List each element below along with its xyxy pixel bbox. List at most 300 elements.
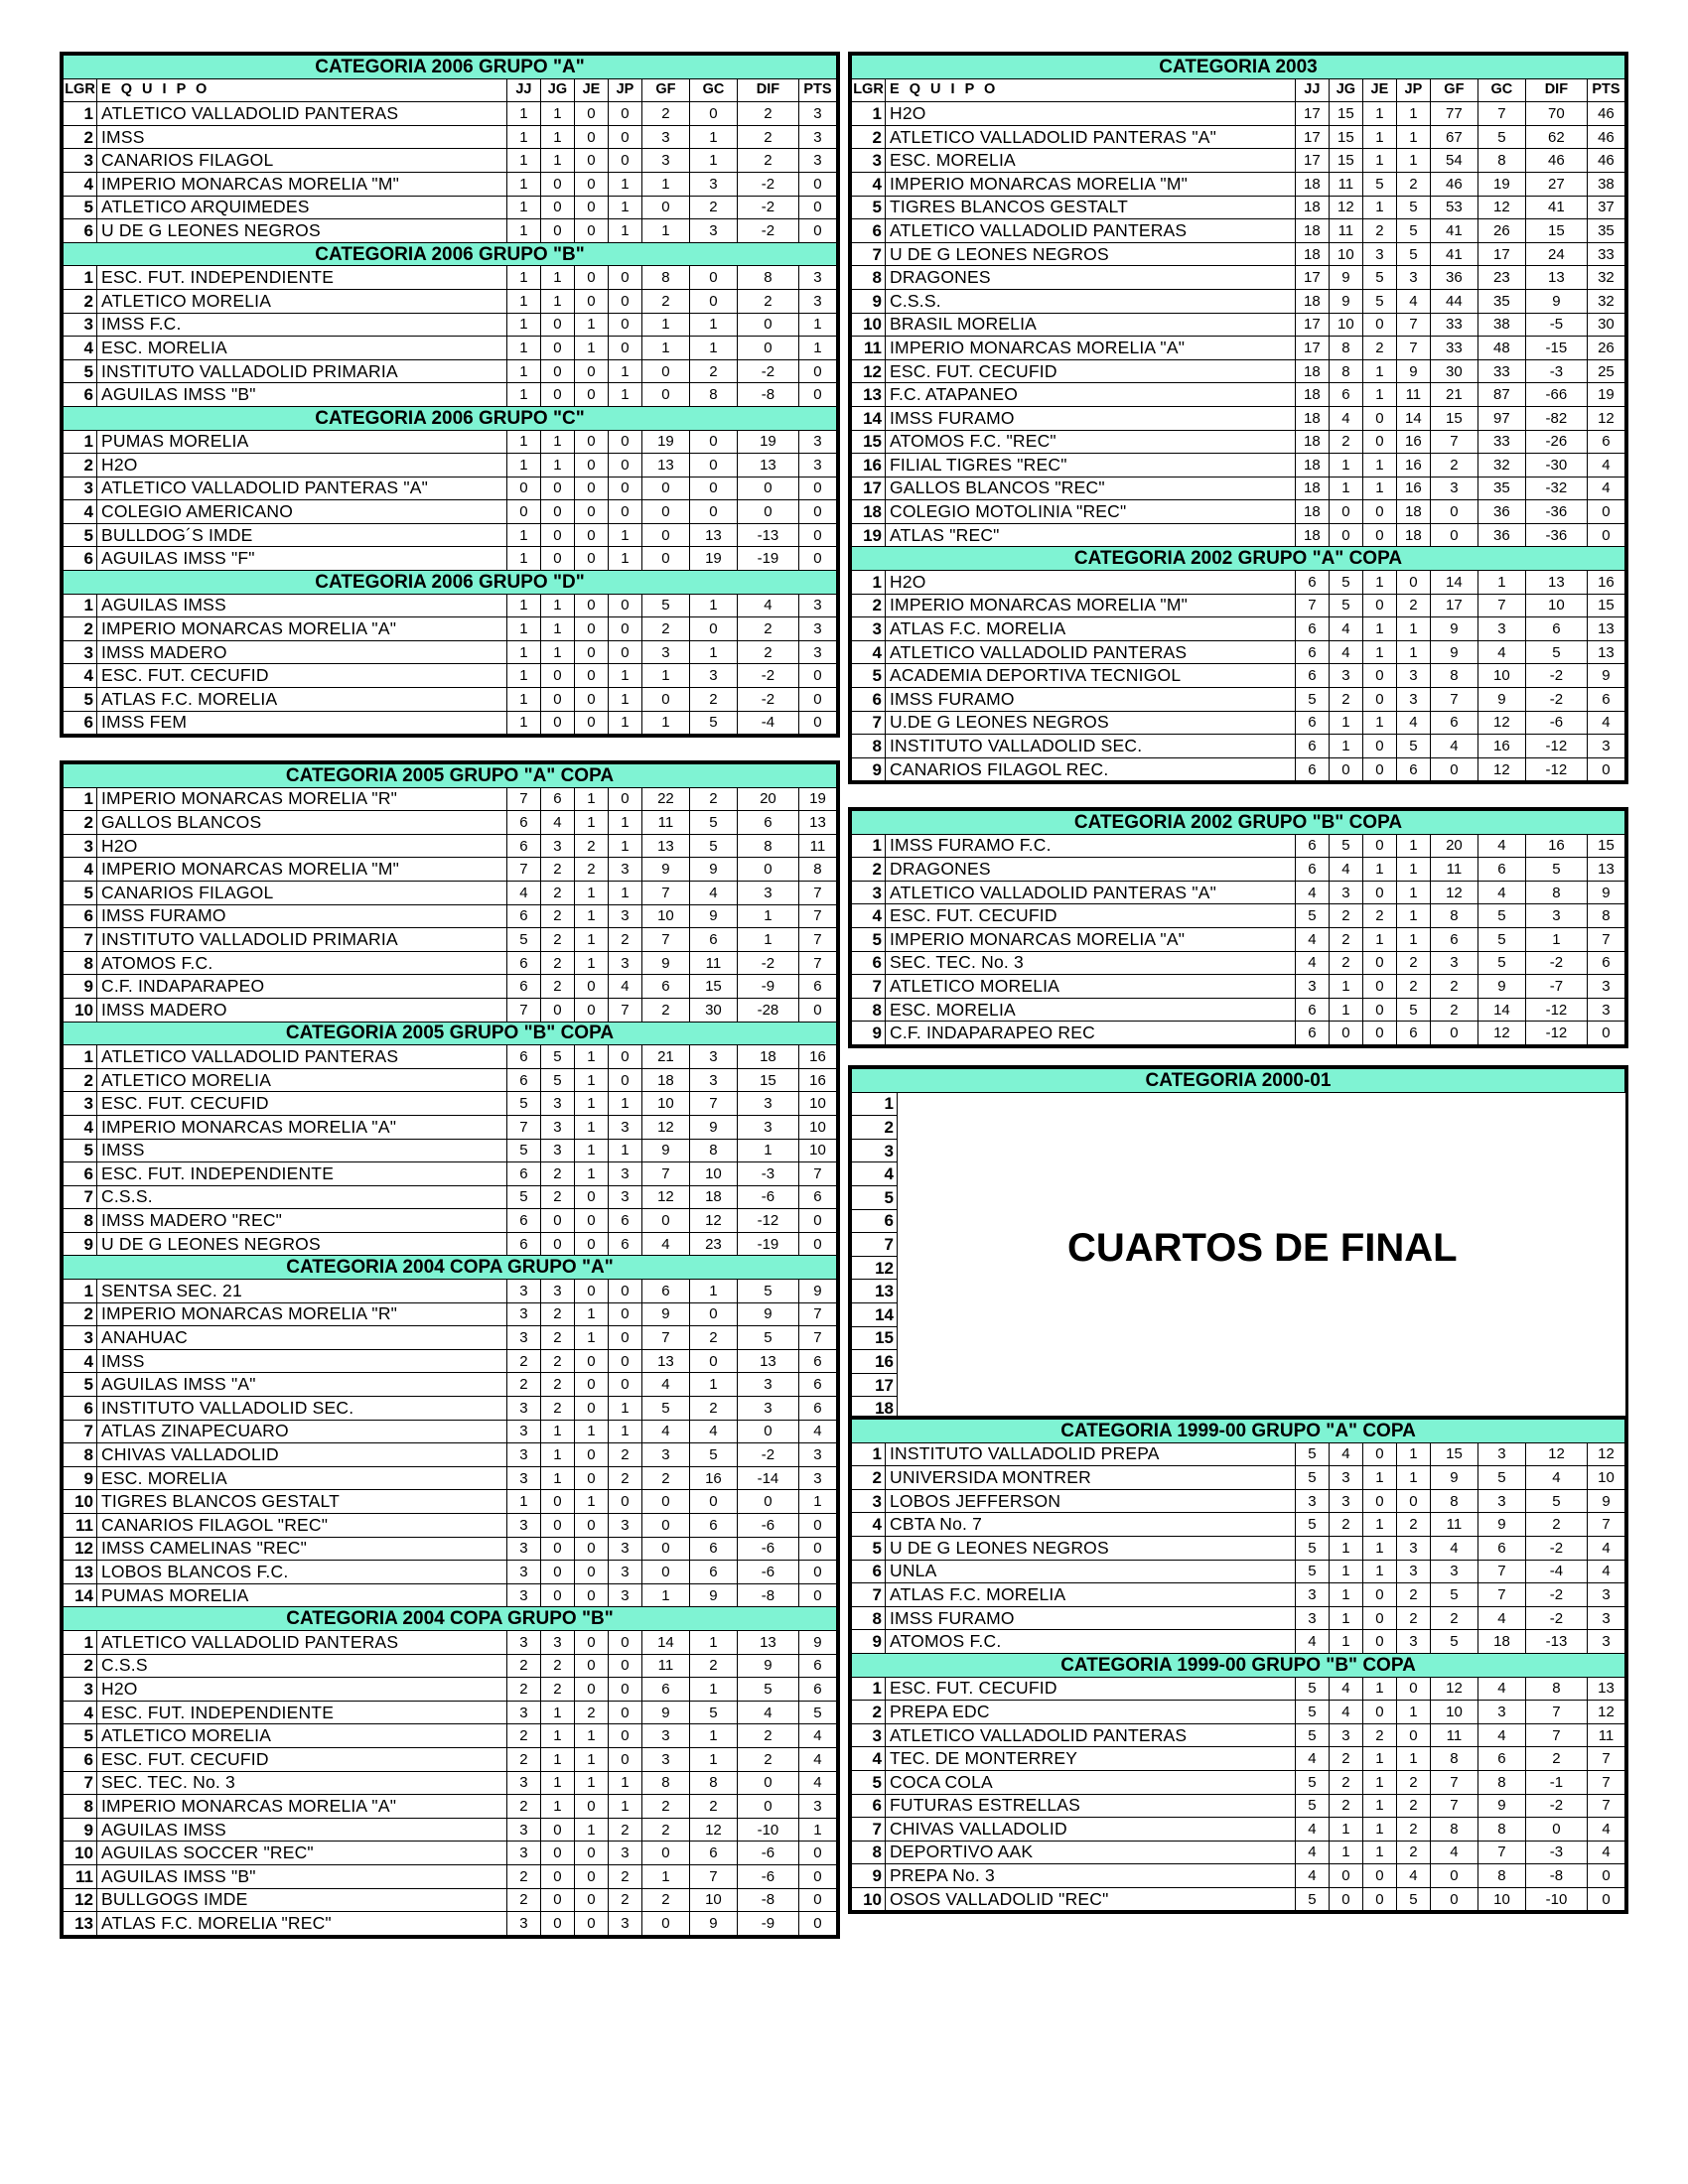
stat-cell: -2 xyxy=(737,172,798,196)
stat-cell: 2 xyxy=(540,951,574,975)
stat-cell: 2 xyxy=(737,125,798,149)
stat-cell: -2 xyxy=(737,219,798,243)
stat-cell: 1 xyxy=(1329,1583,1362,1607)
stat-cell: 2 xyxy=(737,102,798,126)
table-row xyxy=(64,1630,837,1654)
stat-cell: 1 xyxy=(1362,454,1396,478)
stat-cell: -3 xyxy=(1525,1841,1587,1864)
stat-cell: 5 xyxy=(737,1280,798,1303)
stat-cell: 2 xyxy=(540,1654,574,1678)
stat-cell: 6 xyxy=(608,1232,641,1256)
team-name: ACADEMIA DEPORTIVA TECNIGOL xyxy=(886,664,1296,688)
stat-cell: 9 xyxy=(1430,617,1477,641)
stat-cell: 2 xyxy=(506,1747,540,1771)
stat-cell: 8 xyxy=(798,858,836,882)
stat-cell: 15 xyxy=(737,1068,798,1092)
stat-cell: 10 xyxy=(689,1162,737,1186)
stat-cell: 0 xyxy=(737,313,798,337)
stat-cell: 5 xyxy=(1295,1513,1329,1537)
stat-cell: 9 xyxy=(737,1654,798,1678)
stat-cell: 2 xyxy=(506,1349,540,1373)
stat-cell: 12 xyxy=(689,1818,737,1842)
team-name: SEC. TEC. No. 3 xyxy=(97,1771,507,1795)
stat-cell: 2 xyxy=(689,787,737,811)
stat-cell: 35 xyxy=(1587,219,1624,243)
team-name: C.S.S. xyxy=(886,289,1296,313)
table-title: CATEGORIA 2000-01 xyxy=(852,1069,1625,1093)
stat-cell: 1 xyxy=(574,1771,608,1795)
stat-cell: 6 xyxy=(1477,1536,1525,1560)
stat-cell: -8 xyxy=(1525,1864,1587,1888)
stat-cell: 1 xyxy=(574,1139,608,1162)
standings-block-2002b xyxy=(848,807,1628,1048)
table-row xyxy=(64,834,837,858)
stat-cell: 3 xyxy=(506,1280,540,1303)
table-row xyxy=(64,1724,837,1748)
position-cell: 9 xyxy=(852,1864,886,1888)
stat-cell: 2 xyxy=(608,1818,641,1842)
stat-cell: 6 xyxy=(1329,383,1362,407)
stat-cell: 0 xyxy=(1430,523,1477,547)
stat-cell: 3 xyxy=(506,1561,540,1584)
stat-cell: 2 xyxy=(641,1818,689,1842)
stat-cell: 13 xyxy=(737,1349,798,1373)
stat-cell: 0 xyxy=(798,1232,836,1256)
position-cell: 7 xyxy=(64,1771,97,1795)
empty-cell xyxy=(898,1185,1625,1209)
position-cell: 11 xyxy=(64,1864,97,1888)
team-name: IMPERIO MONARCAS MORELIA "M" xyxy=(97,172,507,196)
stat-cell: 23 xyxy=(1477,266,1525,290)
stat-cell: 5 xyxy=(1477,125,1525,149)
stat-cell: 7 xyxy=(798,1302,836,1326)
table-row xyxy=(64,1842,837,1865)
stat-cell: 12 xyxy=(641,1185,689,1209)
stat-cell: 33 xyxy=(1430,313,1477,337)
table-row xyxy=(852,1326,1625,1350)
table-title-row xyxy=(64,242,837,266)
stat-cell: 0 xyxy=(689,617,737,641)
stat-cell: 12 xyxy=(1477,757,1525,781)
stat-cell: 0 xyxy=(1587,1022,1624,1045)
stat-cell: 8 xyxy=(1525,881,1587,904)
table-title: CATEGORIA 2004 COPA GRUPO "A" xyxy=(64,1256,837,1280)
stat-cell: 0 xyxy=(1362,688,1396,712)
team-name: ATLETICO VALLADOLID PANTERAS "A" xyxy=(886,125,1296,149)
position-cell: 5 xyxy=(852,196,886,219)
stat-cell: 4 xyxy=(1430,735,1477,758)
stat-cell: 6 xyxy=(1295,617,1329,641)
stat-cell: 1 xyxy=(608,1795,641,1819)
table-row xyxy=(64,787,837,811)
team-name: AGUILAS IMSS xyxy=(97,594,507,617)
stat-cell: 0 xyxy=(1587,500,1624,524)
table-row xyxy=(852,1794,1625,1818)
stat-cell: 2 xyxy=(1396,1583,1430,1607)
table-row xyxy=(852,927,1625,951)
position-cell: 17 xyxy=(852,1373,898,1397)
position-cell: 4 xyxy=(64,1115,97,1139)
stat-cell: 0 xyxy=(1362,757,1396,781)
stat-cell: -14 xyxy=(737,1466,798,1490)
stat-cell: -2 xyxy=(1525,664,1587,688)
stat-cell: 10 xyxy=(1587,1466,1624,1490)
team-name: ATLETICO MORELIA xyxy=(97,1724,507,1748)
table-title: CATEGORIA 1999-00 GRUPO "B" COPA xyxy=(852,1653,1625,1677)
table-row xyxy=(64,547,837,571)
stat-cell: 3 xyxy=(798,102,836,126)
team-name: INSTITUTO VALLADOLID PRIMARIA xyxy=(97,359,507,383)
stat-cell: 6 xyxy=(641,1678,689,1702)
table-title-row xyxy=(64,1022,837,1045)
stat-cell: -6 xyxy=(737,1842,798,1865)
position-cell: 4 xyxy=(64,1349,97,1373)
stat-cell: 0 xyxy=(540,219,574,243)
table-row xyxy=(64,1326,837,1350)
stat-cell: 3 xyxy=(506,1818,540,1842)
stat-cell: 8 xyxy=(1430,664,1477,688)
stat-cell: 8 xyxy=(1329,359,1362,383)
stat-cell: 13 xyxy=(1525,571,1587,595)
stat-cell: 1 xyxy=(574,337,608,360)
stat-cell: 1 xyxy=(1396,617,1430,641)
stat-cell: 0 xyxy=(574,1630,608,1654)
table-row xyxy=(852,1770,1625,1794)
column-header: JJ xyxy=(506,78,540,102)
stat-cell: 15 xyxy=(1587,834,1624,858)
stat-cell: 0 xyxy=(689,430,737,454)
stat-cell: 11 xyxy=(1329,219,1362,243)
team-name: F.C. ATAPANEO xyxy=(886,383,1296,407)
table-row xyxy=(64,454,837,478)
stat-cell: 7 xyxy=(1295,594,1329,617)
stat-cell: 38 xyxy=(1587,172,1624,196)
stat-cell: 0 xyxy=(1362,998,1396,1022)
stat-cell: 1 xyxy=(1362,1770,1396,1794)
stat-cell: 11 xyxy=(1430,1723,1477,1747)
position-cell: 3 xyxy=(852,1489,886,1513)
stat-cell: 3 xyxy=(1477,617,1525,641)
stat-cell: 0 xyxy=(540,313,574,337)
table-row xyxy=(852,904,1625,928)
stat-cell: 2 xyxy=(574,834,608,858)
stat-cell: 1 xyxy=(574,1068,608,1092)
table-row xyxy=(852,1280,1625,1303)
stat-cell: 1 xyxy=(689,1678,737,1702)
stat-cell: 1 xyxy=(608,1397,641,1421)
column-header: E Q U I P O xyxy=(97,78,507,102)
stat-cell: 5 xyxy=(1396,1887,1430,1911)
stat-cell: 0 xyxy=(1362,1887,1396,1911)
team-name: TEC. DE MONTERREY xyxy=(886,1747,1296,1771)
stat-cell: 6 xyxy=(737,811,798,835)
position-cell: 4 xyxy=(64,500,97,524)
stat-cell: 41 xyxy=(1525,196,1587,219)
stat-cell: 9 xyxy=(1430,1466,1477,1490)
stat-cell: 3 xyxy=(506,1771,540,1795)
column-header: GC xyxy=(689,78,737,102)
position-cell: 14 xyxy=(64,1583,97,1607)
stat-cell: 12 xyxy=(1587,406,1624,430)
stat-cell: 6 xyxy=(1295,858,1329,882)
stat-cell: 12 xyxy=(641,1115,689,1139)
stat-cell: 1 xyxy=(506,149,540,173)
stat-cell: 1 xyxy=(574,1724,608,1748)
stat-cell: 15 xyxy=(1329,102,1362,126)
team-name: IMSS FURAMO xyxy=(886,1606,1296,1630)
stat-cell: 8 xyxy=(1477,149,1525,173)
stat-cell: 0 xyxy=(798,998,836,1022)
stat-cell: 0 xyxy=(1587,757,1624,781)
stat-cell: 0 xyxy=(574,617,608,641)
team-name: COLEGIO MOTOLINIA "REC" xyxy=(886,500,1296,524)
stat-cell: 16 xyxy=(1396,477,1430,500)
stat-cell: 5 xyxy=(1477,951,1525,975)
stat-cell: -12 xyxy=(1525,1022,1587,1045)
table-row xyxy=(852,594,1625,617)
stat-cell: 1 xyxy=(1362,1536,1396,1560)
table-row xyxy=(852,1536,1625,1560)
stat-cell: 1 xyxy=(1329,711,1362,735)
position-cell: 5 xyxy=(64,359,97,383)
stat-cell: 2 xyxy=(540,1302,574,1326)
stat-cell: 18 xyxy=(1477,1630,1525,1654)
stat-cell: 1 xyxy=(737,904,798,928)
stat-cell: 1 xyxy=(1525,927,1587,951)
stat-cell: 3 xyxy=(506,1842,540,1865)
stat-cell: 7 xyxy=(1477,1841,1525,1864)
position-cell: 3 xyxy=(64,1326,97,1350)
stat-cell: 2 xyxy=(506,1795,540,1819)
position-cell: 1 xyxy=(64,1630,97,1654)
stat-cell: 18 xyxy=(1295,359,1329,383)
stat-cell: 0 xyxy=(641,1490,689,1514)
stat-cell: 9 xyxy=(1477,975,1525,999)
position-cell: 9 xyxy=(852,757,886,781)
team-name: INSTITUTO VALLADOLID PREPA xyxy=(886,1442,1296,1466)
stat-cell: 1 xyxy=(608,523,641,547)
stat-cell: 1 xyxy=(540,1747,574,1771)
stat-cell: 2 xyxy=(608,1466,641,1490)
stat-cell: 5 xyxy=(641,594,689,617)
stat-cell: 6 xyxy=(689,928,737,952)
position-cell: 11 xyxy=(64,1514,97,1538)
stat-cell: 12 xyxy=(1587,1442,1624,1466)
position-cell: 9 xyxy=(64,1818,97,1842)
table-row xyxy=(852,125,1625,149)
position-cell: 9 xyxy=(852,289,886,313)
team-name: ESC. MORELIA xyxy=(97,1466,507,1490)
stat-cell: 0 xyxy=(1396,1677,1430,1701)
table-row xyxy=(852,1864,1625,1888)
stat-cell: 19 xyxy=(1477,172,1525,196)
stat-cell: 1 xyxy=(1329,735,1362,758)
stat-cell: 5 xyxy=(1329,571,1362,595)
table-row xyxy=(852,196,1625,219)
stat-cell: 1 xyxy=(540,594,574,617)
stat-cell: 37 xyxy=(1587,196,1624,219)
stat-cell: 17 xyxy=(1477,242,1525,266)
stat-cell: 5 xyxy=(1430,1583,1477,1607)
stat-cell: 1 xyxy=(1362,640,1396,664)
stat-cell: -2 xyxy=(737,196,798,219)
column-header: JE xyxy=(1362,78,1396,102)
stat-cell: -5 xyxy=(1525,313,1587,337)
stat-cell: 2 xyxy=(1396,975,1430,999)
stat-cell: 1 xyxy=(1362,359,1396,383)
table-title: CATEGORIA 2002 GRUPO "B" COPA xyxy=(852,811,1625,835)
stat-cell: 1 xyxy=(540,1466,574,1490)
stat-cell: 4 xyxy=(1396,289,1430,313)
stat-cell: 5 xyxy=(641,1397,689,1421)
table-row xyxy=(64,1818,837,1842)
stat-cell: 1 xyxy=(1396,102,1430,126)
table-row xyxy=(852,688,1625,712)
stat-cell: 6 xyxy=(798,1678,836,1702)
position-cell: 2 xyxy=(852,125,886,149)
table-row xyxy=(852,1466,1625,1490)
position-cell: 7 xyxy=(852,242,886,266)
table-title: CATEGORIA 1999-00 GRUPO "A" COPA xyxy=(852,1420,1625,1443)
stat-cell: 3 xyxy=(798,617,836,641)
stat-cell: 6 xyxy=(798,1373,836,1397)
stat-cell: 33 xyxy=(1477,359,1525,383)
stat-cell: 1 xyxy=(641,664,689,688)
table-row xyxy=(852,1373,1625,1397)
stat-cell: 0 xyxy=(574,1209,608,1233)
stat-cell: 5 xyxy=(1396,219,1430,243)
stat-cell: 1 xyxy=(506,664,540,688)
stat-cell: 1 xyxy=(1396,927,1430,951)
stat-cell: 4 xyxy=(1396,711,1430,735)
stat-cell: 87 xyxy=(1477,383,1525,407)
stat-cell: 2 xyxy=(506,1654,540,1678)
stat-cell: 3 xyxy=(506,1514,540,1538)
stat-cell: 11 xyxy=(1329,172,1362,196)
stat-cell: 18 xyxy=(1295,219,1329,243)
stat-cell: 0 xyxy=(506,500,540,524)
stat-cell: 0 xyxy=(574,454,608,478)
table-row xyxy=(852,858,1625,882)
table-row xyxy=(852,337,1625,360)
stat-cell: 0 xyxy=(1329,1864,1362,1888)
stat-cell: 5 xyxy=(737,1678,798,1702)
position-cell: 8 xyxy=(852,1841,886,1864)
stat-cell: 2 xyxy=(540,1373,574,1397)
team-name: ATLETICO MORELIA xyxy=(886,975,1296,999)
stat-cell: 3 xyxy=(608,951,641,975)
position-cell: 2 xyxy=(852,858,886,882)
team-name: CBTA No. 7 xyxy=(886,1513,1296,1537)
stat-cell: 0 xyxy=(574,1514,608,1538)
team-name: ATLAS F.C. MORELIA xyxy=(97,688,507,712)
stat-cell: 5 xyxy=(506,928,540,952)
stat-cell: 2 xyxy=(608,1864,641,1888)
stat-cell: 1 xyxy=(1396,125,1430,149)
stat-cell: 16 xyxy=(798,1045,836,1069)
team-name: U.DE G LEONES NEGROS xyxy=(886,711,1296,735)
position-cell: 2 xyxy=(64,1654,97,1678)
stat-cell: 5 xyxy=(1396,998,1430,1022)
stat-cell: 1 xyxy=(574,1045,608,1069)
team-name: ESC. FUT. CECUFID xyxy=(886,904,1296,928)
stat-cell: 1 xyxy=(574,1092,608,1116)
stat-cell: 1 xyxy=(689,313,737,337)
stat-cell: 36 xyxy=(1430,266,1477,290)
stat-cell: 2 xyxy=(641,1888,689,1912)
stat-cell: 3 xyxy=(1329,1489,1362,1513)
stat-cell: 10 xyxy=(1477,1887,1525,1911)
stat-cell: 5 xyxy=(1362,172,1396,196)
stat-cell: 7 xyxy=(1477,102,1525,126)
stat-cell: 0 xyxy=(641,688,689,712)
team-name: IMSS MADERO xyxy=(97,998,507,1022)
stat-cell: -15 xyxy=(1525,337,1587,360)
stat-cell: 0 xyxy=(540,1842,574,1865)
stat-cell: 0 xyxy=(574,500,608,524)
stat-cell: 1 xyxy=(540,1795,574,1819)
stat-cell: 1 xyxy=(574,928,608,952)
stat-cell: 0 xyxy=(608,1678,641,1702)
stat-cell: 3 xyxy=(689,219,737,243)
stat-cell: 18 xyxy=(1295,500,1329,524)
team-name: CANARIOS FILAGOL "REC" xyxy=(97,1514,507,1538)
stat-cell: 17 xyxy=(1295,102,1329,126)
table-row xyxy=(64,664,837,688)
stat-cell: 1 xyxy=(574,1747,608,1771)
stat-cell: 0 xyxy=(1362,975,1396,999)
stat-cell: 0 xyxy=(689,1490,737,1514)
stat-cell: 3 xyxy=(798,1466,836,1490)
stat-cell: -12 xyxy=(1525,735,1587,758)
position-cell: 6 xyxy=(64,1397,97,1421)
table-row xyxy=(64,617,837,641)
stat-cell: 1 xyxy=(506,617,540,641)
stat-cell: 2 xyxy=(608,928,641,952)
table-row xyxy=(852,757,1625,781)
stat-cell: 2 xyxy=(641,998,689,1022)
stat-cell: 3 xyxy=(506,1630,540,1654)
table-row xyxy=(852,1630,1625,1654)
stat-cell: -2 xyxy=(1525,1536,1587,1560)
stat-cell: 3 xyxy=(1587,1583,1624,1607)
stat-cell: 6 xyxy=(689,1514,737,1538)
stat-cell: 7 xyxy=(689,1092,737,1116)
stat-cell: 8 xyxy=(689,1139,737,1162)
stat-cell: 1 xyxy=(608,881,641,904)
position-cell: 2 xyxy=(64,125,97,149)
stat-cell: 0 xyxy=(1362,881,1396,904)
stat-cell: 6 xyxy=(1430,711,1477,735)
table-row xyxy=(64,1514,837,1538)
table-row xyxy=(852,951,1625,975)
stat-cell: 0 xyxy=(1362,1022,1396,1045)
team-name: TIGRES BLANCOS GESTALT xyxy=(886,196,1296,219)
stat-cell: -2 xyxy=(1525,1794,1587,1818)
column-header: GF xyxy=(641,78,689,102)
stat-cell: 0 xyxy=(574,1654,608,1678)
stat-cell: -36 xyxy=(1525,500,1587,524)
stat-cell: 13 xyxy=(1587,617,1624,641)
table-row xyxy=(64,1185,837,1209)
team-name: ATLETICO VALLADOLID PANTERAS xyxy=(886,640,1296,664)
stat-cell: 1 xyxy=(1396,1466,1430,1490)
stat-cell: 17 xyxy=(1430,594,1477,617)
stat-cell: 5 xyxy=(1362,266,1396,290)
stat-cell: 20 xyxy=(737,787,798,811)
stat-cell: 4 xyxy=(641,1373,689,1397)
stat-cell: 3 xyxy=(798,640,836,664)
